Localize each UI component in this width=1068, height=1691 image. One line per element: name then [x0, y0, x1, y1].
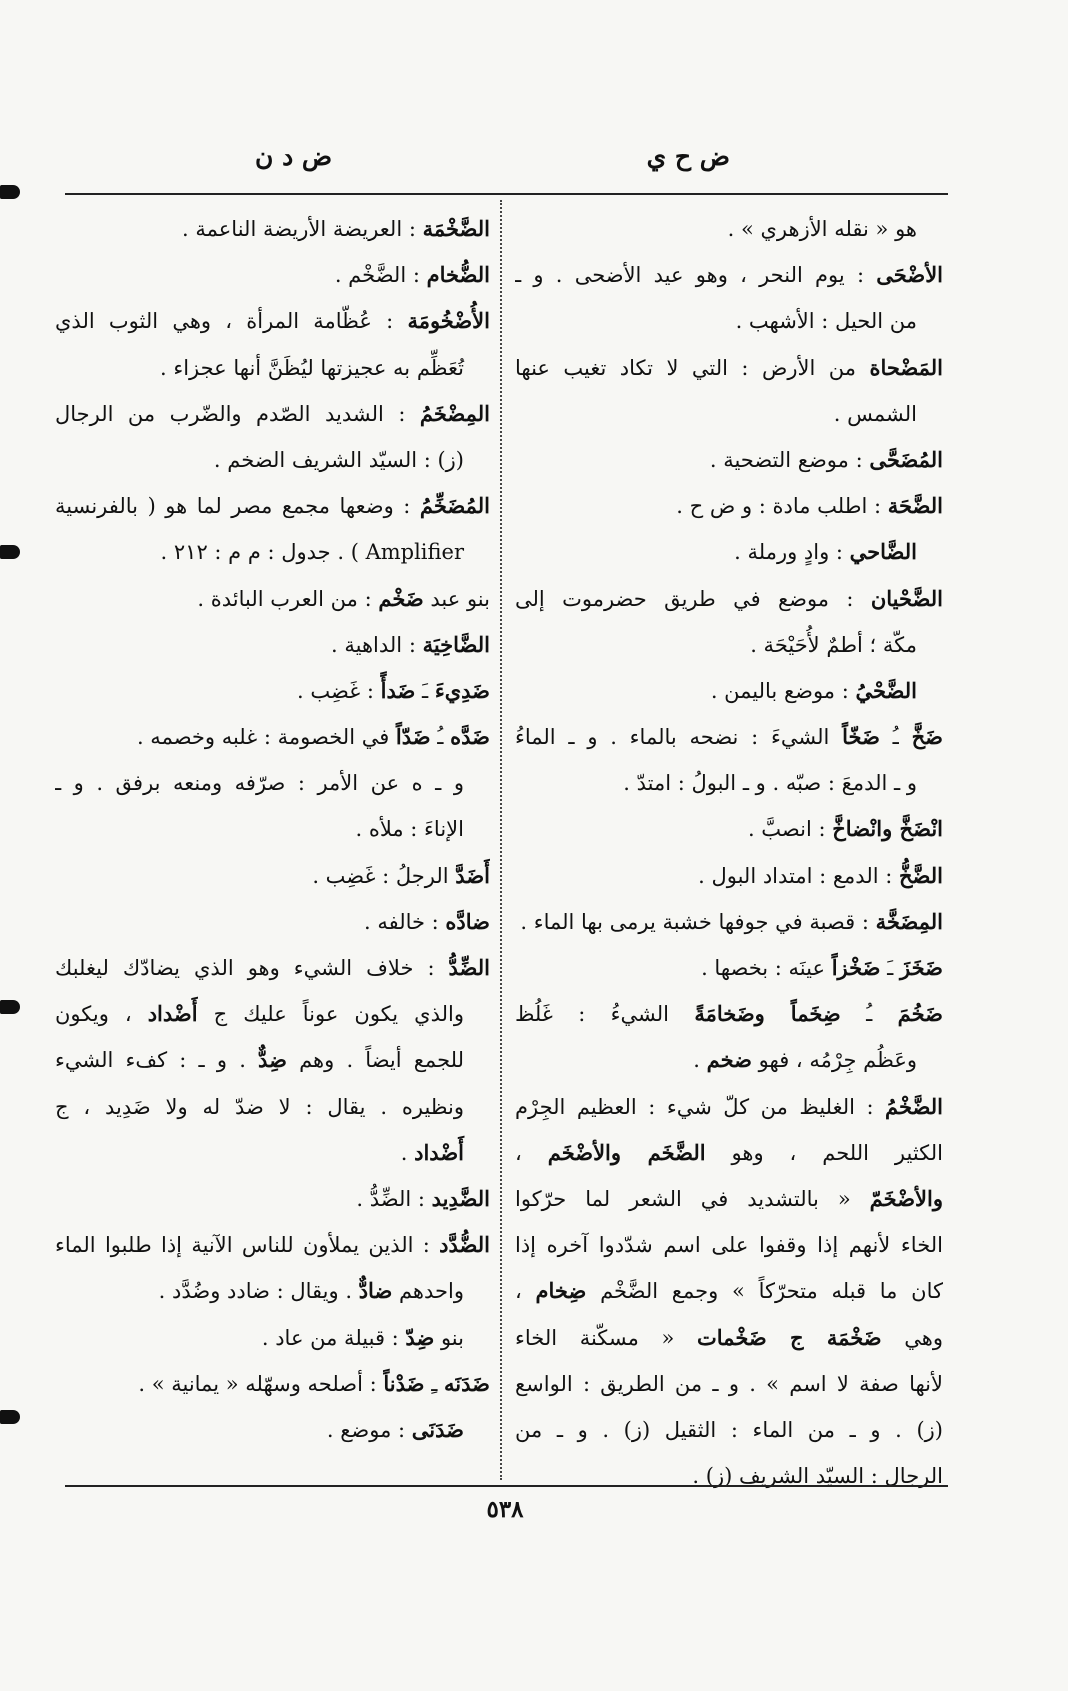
entry-line: ضَدَنَى : موضع .: [326, 1416, 464, 1442]
entry-line: الضَّخُّ : الدمع : امتداد البول .: [698, 862, 943, 888]
entry-line: بنو ضِدّ : قبيلة من عاد .: [261, 1324, 464, 1350]
entry-line: الكثير اللحم ، وهو الضَّخَم والأضْخَم ،: [515, 1139, 943, 1165]
entry-line: بنو عبد ضَخْم : من العرب البائدة .: [197, 585, 490, 611]
edge-mark: [0, 185, 20, 199]
header-right-root: ض ح ي: [646, 142, 730, 171]
header-left-root: ض د ن: [255, 142, 333, 171]
entry-line: ضادَّه : خالفه .: [363, 908, 490, 934]
edge-mark: [0, 545, 20, 559]
edge-mark: [0, 1000, 20, 1014]
entry-line: (ز) . و ـ من الماء : الثقيل (ز) . و ـ من: [515, 1417, 943, 1442]
entry-line: المُضَخِّمُ : وضعها مجمع مصر لما هو ( بالفرنسية: [55, 493, 490, 519]
entry-line: ضَدِيءَ ـَ ضَدأً : غَضِب .: [297, 677, 490, 703]
entry-line: الضَّحَة : اطلب مادة : و ض ح .: [676, 493, 943, 519]
entry-line: ضَدَنَه ـِ ضَدْناً : أصلحه وسهّله « يمانية » .: [138, 1370, 490, 1396]
entry-line: الرجال : السيّد الشريف (ز) .: [692, 1464, 943, 1489]
entry-line: الضَّدِيد : الضِّدُّ .: [356, 1185, 490, 1211]
right-column: [515, 206, 943, 1499]
entry-line: للجمع أيضاً . وهم ضِدٌّ . و ـ : كفء الشيء: [55, 1047, 464, 1073]
entry-line: أَضْداد .: [400, 1139, 464, 1165]
entry-line: هو « نقله الأزهري » .: [727, 217, 917, 241]
entry-line: ضَخُمَ ـُ ضِخَماً وضَخامَةً الشيءُ : غَلُظ: [515, 1001, 943, 1027]
entry-line: الأُضْخُومَة : عُظّامة المرأة ، وهي الثوب الذي: [55, 308, 490, 334]
entry-line: Amplifier ) . جدول : م م : ٢١٢ .: [160, 540, 464, 565]
entry-line: المُضَحَّى : موضع التضحية .: [709, 446, 943, 472]
entry-line: وعَظُم جِرْمُه ، فهو ضخم .: [693, 1047, 917, 1073]
entry-line: واحدهم ضادٌّ . ويقال : ضادد وضُدَّد .: [158, 1278, 464, 1304]
entry-line: ضَخَّ ـُ ضَخّاً الشيءَ : نضحه بالماء . و ـ الماءُ: [515, 724, 943, 750]
entry-line: الضُّخام : الضَّخْم .: [334, 262, 490, 288]
entry-line: ونظيره . يقال : لا ضدّ له ولا ضَدِيد ، ج: [55, 1094, 464, 1119]
entry-line: الضَّاحي : وادٍ ورملة .: [734, 539, 917, 565]
entry-line: والذي يكون عوناً عليك ج أَضْداد ، ويكون: [55, 1001, 464, 1027]
entry-line: الضَّاخِيَة : الداهية .: [331, 631, 490, 657]
entry-line: أَضَدَّ الرجلُ : غَضِب .: [312, 862, 490, 888]
entry-line: ضَخَزَ ـَ ضَخْزاً عينَه : بخصها .: [701, 955, 943, 980]
entry-line: الضَّخْمَة : العريضة الأريضة الناعمة .: [182, 216, 490, 241]
entry-line: تُعَظِّم به عجيزتها ليُظَنَّ أنها عجزاء .: [159, 355, 464, 380]
entry-line: والأضْخَمّ « بالتشديد في الشعر لما حرّكوا: [515, 1185, 943, 1211]
entry-line: و ـ الدمعَ : صبّه . و ـ البولُ : امتدّ .: [623, 771, 917, 796]
entry-line: الضَّحْيان : موضع في طريق حضرموت إلى: [515, 585, 943, 611]
entry-line: (ز) : السيّد الشريف الضخم .: [213, 447, 464, 472]
top-rule: [65, 193, 948, 195]
entry-line: لأنها صفة لا اسم » . و ـ من الطريق : الواسع: [515, 1371, 943, 1396]
entry-line: الضَّحْيُ : موضع باليمن .: [710, 677, 917, 703]
entry-line: الأضْحَى : يوم النحر ، وهو عيد الأضحى . و ـ: [515, 262, 943, 288]
column-divider: [500, 200, 502, 1480]
entry-line: المِضَخَّة : قصبة في جوفها خشبة يرمى بها الماء .: [520, 908, 943, 934]
entry-line: من الحيل : الأشهب .: [735, 309, 917, 334]
entry-line: ضَدَّه ـُ ضَدّاً في الخصومة : غلبه وخصمه .: [136, 724, 490, 750]
page-number: ٥٣٨: [486, 1496, 524, 1523]
page-header: [65, 128, 945, 178]
entry-line: الإناءَ : ملأه .: [355, 817, 464, 842]
entry-line: الضُّدَّد : الذين يملأون للناس الآنية إذا طلبوا الماء: [55, 1232, 490, 1258]
entry-line: وهي ضَخْمَة ج ضَخْمات « مسكّنة الخاء: [515, 1324, 943, 1350]
entry-line: الضَّخْمُ : الغليظ من كلّ شيء : العظيم الجِرْم: [515, 1093, 943, 1119]
edge-mark: [0, 1410, 20, 1424]
entry-line: الخاء لأنهم إذا وقفوا على اسم شدّدوا آخره إذا: [515, 1233, 943, 1258]
entry-line: مكّة ؛ أطمٌ لأُحَيْحَة .: [750, 632, 917, 657]
left-column: [55, 206, 490, 1453]
entry-line: و ـ ه عن الأمر : صرّفه ومنعه برفق . و ـ: [55, 771, 464, 796]
entry-line: كان ما قبله متحرّكاً » وجمع الضَّخْم ضِخام ،: [515, 1278, 943, 1304]
entry-line: المِضْخَمُ : الشديد الصّدم والضّرب من الرجال: [55, 400, 490, 426]
entry-line: المَضْحاة من الأرض : التي لا تكاد تغيب عنها: [515, 354, 943, 380]
entry-line: الشمس .: [833, 401, 917, 426]
entry-line: انْضَخَّ وانْضاخَّ : انصبَّ .: [747, 816, 943, 842]
bottom-rule: [65, 1485, 948, 1487]
entry-line: الضِّدُّ : خلاف الشيء وهو الذي يضادّك ليغلبك: [55, 955, 490, 980]
